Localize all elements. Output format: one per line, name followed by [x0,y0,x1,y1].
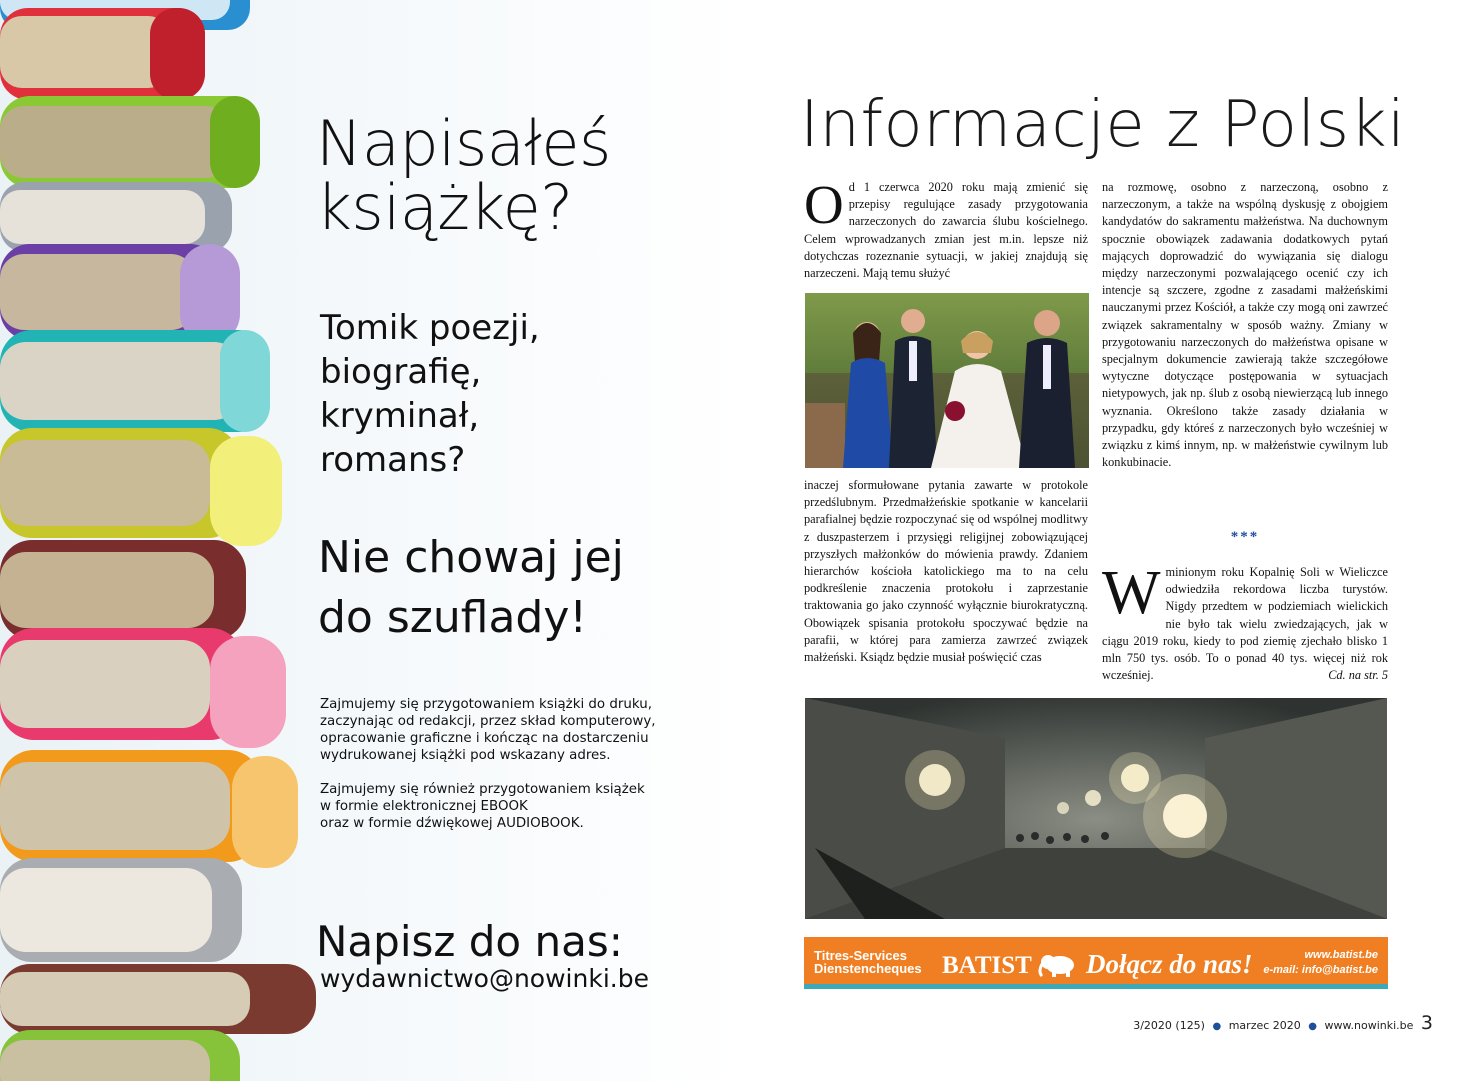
bullet-icon: ● [1308,1021,1318,1032]
right-page-news [742,0,1461,1081]
article1-text-part1: d 1 czerwca 2020 roku mają zmienić się przepisy regulujące zasady przygotowania narzeczonych do zawarcia ślubu kościelnego. Celem wprowadzanych zmian jest m.in. lepsze niż dotychczas rozeznanie sytuacji, w jakiej znajdują się narzeczeni. Mają temu służyć [804,180,1088,281]
article2-text [1102,559,1388,684]
banner-email[interactable]: e-mail: info@batist.be [1263,964,1378,976]
banner-line2: Dienstencheques [814,961,922,976]
banner-website[interactable]: www.batist.be [1304,949,1378,961]
advert-call-to-action: Nie chowaj jej do szuflady! [318,532,624,643]
page-title: Informacje z Polski [800,88,1406,162]
bullet-icon: ● [1212,1021,1222,1032]
advert-paragraph-2: Zajmujemy się również przygotowaniem książek w formie elektronicznej EBOOK oraz w formie dźwiękowej AUDIOBOOK. [320,782,645,831]
article1-column1-bottom: inaczej sformułowane pytania zawarte w protokole przedślubnym. Przedmałżeńskie spotkanie w kancelarii parafialnej będzie rozpoczynać się od wspólnej modlitwy z duszpasterzem i przysięgi religijnej zobowiązującej przyszłych małżonków do mówienia prawdy. Zdaniem hierarchów kościoła katolickiego ma to na celu podkreślenie znaczenia protokołu i zaprzestanie traktowania go jako czynność wyłącznie biurokratyczną. Obowiązek spisania protokołu spoczywać będzie na parafii, w której para zamierza zawrzeć związek małżeński. Ksiądz będzie musiał poświęcić czas [804,478,1088,665]
section-separator: *** [1230,529,1260,545]
wedding-photo [805,293,1089,468]
advert-contact-heading: Napisz do nas: [316,917,623,966]
advert-headline: Napisałeś książkę? [316,107,611,244]
footer-website[interactable]: www.nowinki.be [1324,1019,1414,1032]
advert-description [320,696,700,849]
banner-stripe [804,984,1388,989]
article2-body: minionym roku Kopalnię Soli w Wieliczce odwiedziła rekordowa liczba turystów. Nigdy przedtem w podziemiach wielickich nie było tak wielu zwiedzających, jak w ciągu 2019 roku, kiedy to pod ziemię zjechało blisko 1 mln 750 tys. osób. To o ponad 40 tys. więcej niż rok wcześniej. [1102,565,1388,683]
advert-genres: Tomik poezji, biografię, kryminał, romans? [320,308,540,480]
page-number: 3 [1420,1012,1433,1034]
article2-dropcap: W [1102,559,1161,627]
page-footer [1133,1012,1433,1034]
batist-advert-banner[interactable] [804,937,1388,989]
advert-contact-email[interactable]: wydawnictwo@nowinki.be [320,964,649,993]
banner-slogan: Dołącz do nas! [1086,949,1253,979]
continued-reference: Cd. na str. 5 [1328,668,1388,683]
article1-column1-top [804,174,1088,282]
books-stack-image [0,0,330,1081]
banner-line1: Titres-Services [814,948,907,963]
footer-issue: 3/2020 (125) [1133,1019,1205,1032]
elephant-icon [1036,950,1080,978]
footer-date: marzec 2020 [1228,1019,1301,1032]
article1-dropcap: O [804,174,844,235]
advert-paragraph-1: Zajmujemy się przygotowaniem książki do druku, zaczynając od redakcji, przez skład komputerowy, opracowanie graficzne i kończąc na dostarczeniu wydrukowanej książki pod wskazany adres. [320,697,656,763]
article1-column2: na rozmowę, osobno z narzeczoną, osobno z narzeczonym, a także na wspólną dyskusję z obojgiem kandydatów do sakramentu małżeństwa. Na duchownym spocznie obowiązek zadawania dodatkowych pytań mających doprowadzić do wywiązania się dialogu między narzeczonymi pozwalającego ocenić czy ich intencje są szczere, zgodne z zasadami małżeńskimi nauczanymi przez Kościół, a także czy mogą oni zawrzeć związek sakramentalny w sposób ważny. Zmiany w przygotowaniu narzeczonych do małżeństwa opisane w specjalnym dokumencie zawierają także szczegółowe wytyczne dotyczące postępowania w sytuacjach nietypowych, jak np. ślub z osobą niewierzącą lub innego wyznania. Określono także zasady działania w przypadku, gdy któreś z narzeczonych było wcześniej w związku z kimś innym, np. w małżeństwie cywilnym lub konkubinacie. [1102,180,1388,470]
banner-brand: BATIST [942,952,1032,979]
salt-mine-photo [805,698,1387,919]
